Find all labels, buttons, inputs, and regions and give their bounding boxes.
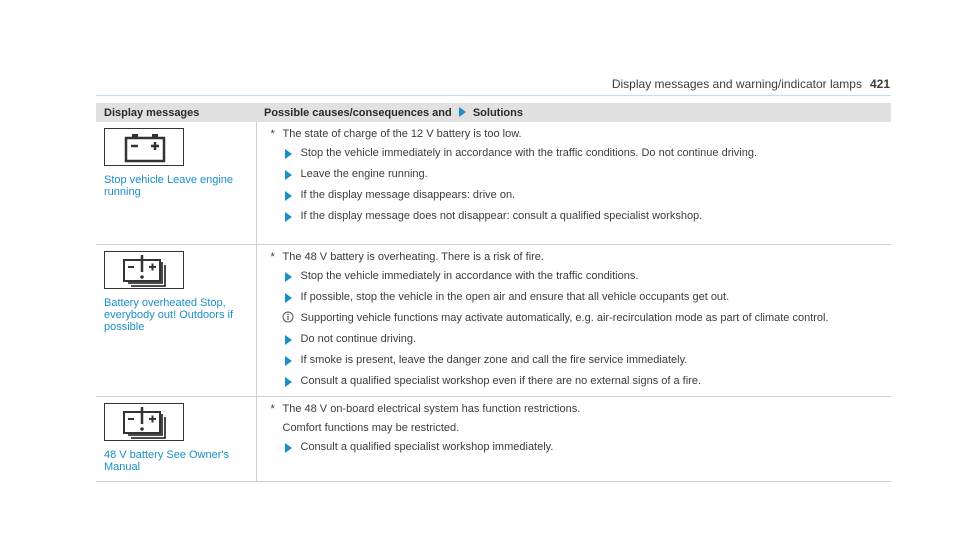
48v-battery-warning-icon [104,251,184,289]
display-message-text: 48 V battery See Owner's Manual [104,449,229,473]
48v-battery-warning-icon [104,403,184,441]
cause-subtext: Comfort functions may be restricted. [282,422,460,434]
solution-arrow-icon [285,335,292,345]
column-header-causes: Possible causes/consequences and [264,106,452,119]
display-message-cell [96,122,256,245]
info-icon [282,311,294,323]
solution-item: Consult a qualified specialist workshop even if there are no external signs of a fire. [271,375,884,388]
display-messages-table [96,103,891,482]
solution-item: If the display message disappears: drive on. [271,189,884,202]
page-number: 421 [869,77,890,91]
display-message-text: Stop vehicle Leave engine running [104,174,234,198]
column-header-display-messages: Display messages [96,103,256,122]
solution-arrow-icon [285,356,292,366]
table-row [96,122,891,245]
solution-arrow-icon [285,212,292,222]
solution-item: Stop the vehicle immediately in accordance with the traffic conditions. [271,270,884,283]
solution-arrow-icon [285,443,292,453]
column-header-causes-solutions [256,103,891,122]
info-item: Supporting vehicle functions may activate automatically, e.g. air-recirculation mode as part of climate control. [271,312,884,325]
solution-item: Stop the vehicle immediately in accordance with the traffic conditions. Do not continue driving. [271,147,884,160]
display-message-cell [96,397,256,482]
solution-arrow-icon [285,191,292,201]
page-header-title: Display messages and warning/indicator lamps [611,77,862,91]
solution-item: If the display message does not disappear: consult a qualified specialist workshop. [271,210,884,223]
causes-solutions-cell [256,245,891,397]
display-message-cell [96,245,256,397]
cause-text: * The state of charge of the 12 V battery is too low. [270,128,522,140]
cause-text: * The 48 V battery is overheating. There is a risk of fire. [270,251,544,263]
solution-item: If smoke is present, leave the danger zone and call the fire service immediately. [271,354,884,367]
solution-arrow-icon [285,272,292,282]
solution-arrow-icon [285,149,292,159]
table-row [96,397,891,482]
solution-arrow-icon [285,377,292,387]
solution-item: If possible, stop the vehicle in the open air and ensure that all vehicle occupants get out. [271,291,884,304]
solution-item: Consult a qualified specialist workshop immediately. [271,441,884,454]
solution-arrow-icon [285,170,292,180]
table-row [96,245,891,397]
solution-item: Leave the engine running. [271,168,884,181]
battery-icon [104,128,184,166]
causes-solutions-cell [256,397,891,482]
solution-arrow-icon [285,293,292,303]
header-rule [96,95,891,96]
column-header-solutions: Solutions [472,106,523,119]
table-header-row [96,103,891,122]
solution-item: Do not continue driving. [271,333,884,346]
cause-text: * The 48 V on-board electrical system has function restrictions. Comfort functions may be restricted. [271,403,884,435]
page-header [612,77,890,91]
causes-solutions-cell [256,122,891,245]
display-message-text: Battery overheated Stop, everybody out! Outdoors if possible [104,297,234,333]
arrow-right-icon [459,107,466,117]
